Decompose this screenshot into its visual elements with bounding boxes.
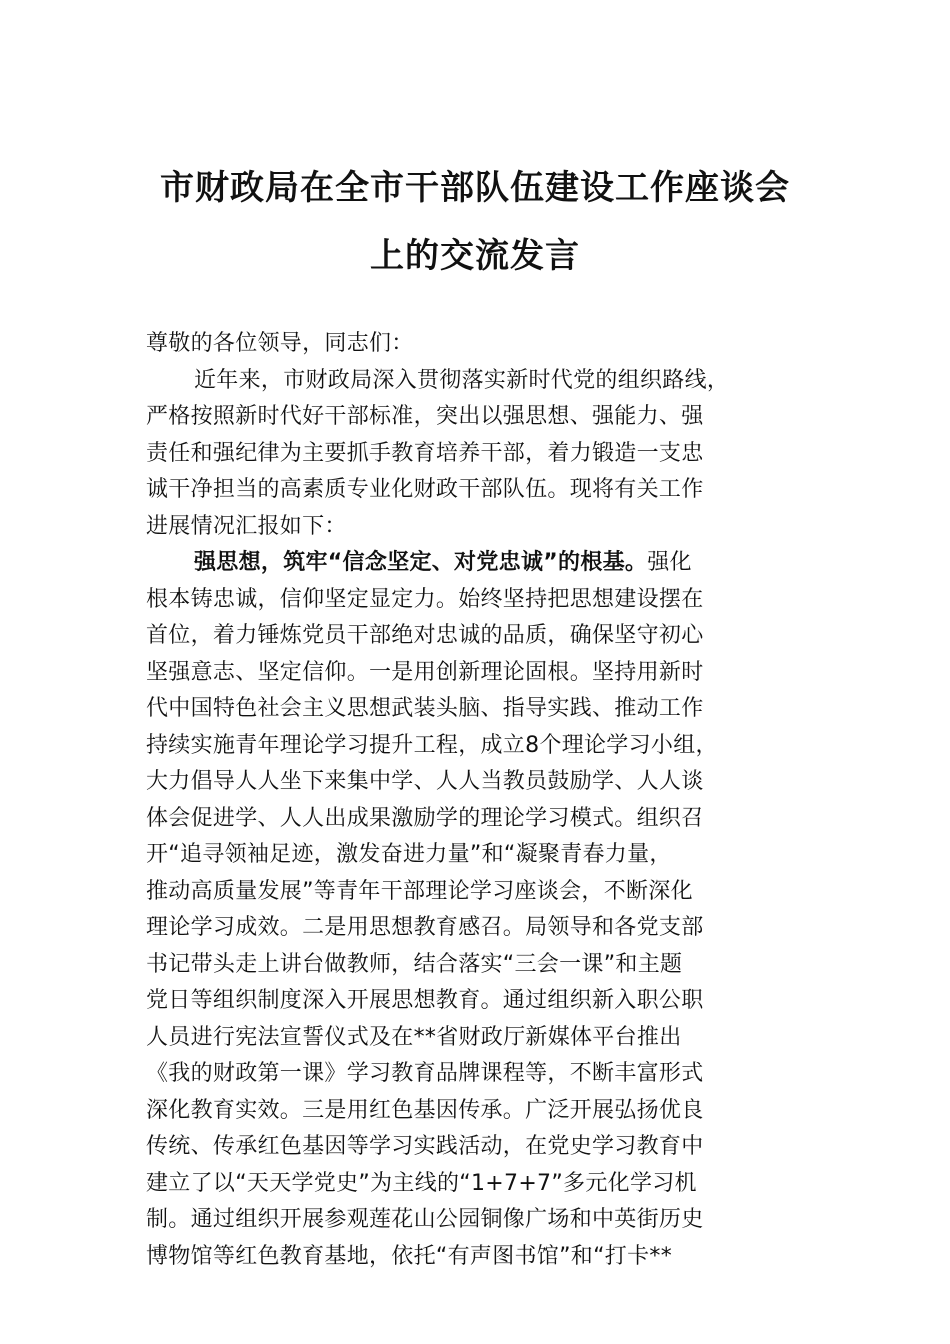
paragraph-2-first-line (146, 545, 816, 582)
paragraph-2-line: 大力倡导人人坐下来集中学、人人当教员鼓励学、人人谈 (146, 769, 704, 794)
paragraph-2-line: 博物馆等红色教育基地，依托“有声图书馆”和“打卡** (146, 1243, 672, 1269)
paragraph-2-first-line-rest: 强化 (647, 550, 692, 575)
paragraph-2-line: 《我的财政第一课》学习教育品牌课程等，不断丰富形式 (146, 1061, 704, 1086)
document-title-line-1: 市财政局在全市干部队伍建设工作座谈会 (160, 168, 790, 208)
paragraph-2-line: 深化教育实效。三是用红色基因传承。广泛开展弘扬优良 (146, 1097, 704, 1123)
paragraph-2-line: 体会促进学、人人出成果激励学的理论学习模式。组织召 (146, 805, 704, 831)
paragraph-2-line: 持续实施青年理论学习提升工程，成立8个理论学习小组， (146, 732, 718, 758)
document-title-line-2: 上的交流发言 (370, 236, 580, 276)
paragraph-1-line: 严格按照新时代好干部标准，突出以强思想、强能力、强 (146, 404, 704, 429)
paragraph-2-line: 推动高质量发展”等青年干部理论学习座谈会，不断深化 (146, 878, 693, 904)
paragraph-2-line: 建立了以“天天学党史”为主线的“1+7+7”多元化学习机 (146, 1170, 697, 1196)
salutation: 尊敬的各位领导，同志们： (146, 331, 414, 356)
section-heading: 强思想，筑牢“信念坚定、对党忠诚”的根基。 (194, 550, 648, 575)
paragraph-2-line: 书记带头走上讲台做教师，结合落实“三会一课”和主题 (146, 951, 683, 977)
paragraph-1-line: 诚干净担当的高素质专业化财政干部队伍。现将有关工作 (146, 477, 704, 502)
paragraph-2-line: 坚强意志、坚定信仰。一是用创新理论固根。坚持用新时 (146, 659, 704, 685)
paragraph-2-line: 人员进行宪法宣誓仪式及在**省财政厅新媒体平台推出 (146, 1024, 682, 1050)
paragraph-2-line: 首位，着力锤炼党员干部绝对忠诚的品质，确保坚守初心 (146, 623, 704, 648)
paragraph-2-line: 根本铸忠诚，信仰坚定显定力。始终坚持把思想建设摆在 (146, 586, 704, 612)
paragraph-2-line: 党日等组织制度深入开展思想教育。通过组织新入职公职 (146, 988, 704, 1013)
paragraph-2-line: 代中国特色社会主义思想武装头脑、指导实践、推动工作 (146, 696, 704, 721)
paragraph-1-line: 责任和强纪律为主要抓手教育培养干部，着力锻造一支忠 (146, 440, 704, 466)
paragraph-1-line: 进展情况汇报如下： (146, 513, 347, 539)
document-body (146, 326, 816, 1275)
paragraph-1-line: 近年来，市财政局深入贯彻落实新时代党的组织路线， (194, 367, 730, 393)
paragraph-2-line: 理论学习成效。二是用思想教育感召。局领导和各党支部 (146, 915, 704, 940)
paragraph-2-line: 制。通过组织开展参观莲花山公园铜像广场和中英街历史 (146, 1207, 704, 1232)
paragraph-2-line: 开“追寻领袖足迹，激发奋进力量”和“凝聚青春力量， (146, 842, 672, 867)
paragraph-2-line: 传统、传承红色基因等学习实践活动，在党史学习教育中 (146, 1134, 704, 1159)
